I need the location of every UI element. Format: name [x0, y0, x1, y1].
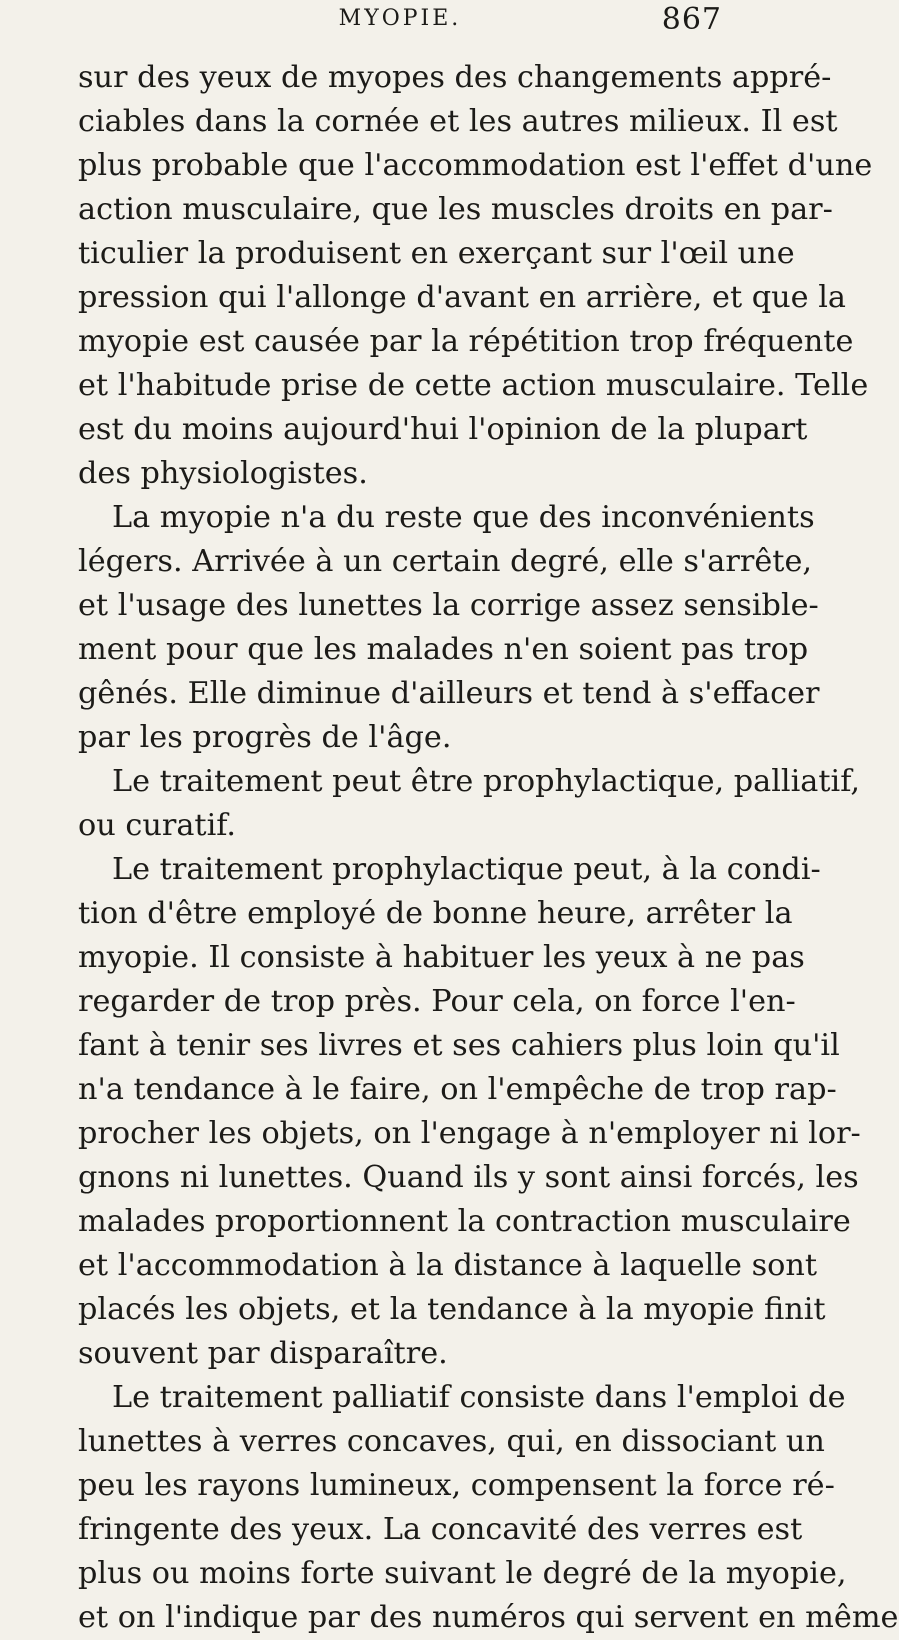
text-line: malades proportionnent la contraction musculaire: [78, 1204, 851, 1239]
text-line: myopie est causée par la répétition trop fréquente: [78, 324, 854, 359]
text-line: pression qui l'allonge d'avant en arrière, et que la: [78, 280, 846, 315]
text-line: Le traitement peut être prophylactique, palliatif,: [112, 764, 860, 799]
text-line: n'a tendance à le faire, on l'empêche de trop rap-: [78, 1072, 837, 1107]
text-line: plus probable que l'accommodation est l'effet d'une: [78, 148, 873, 183]
text-line: ticulier la produisent en exerçant sur l'œil une: [78, 236, 795, 271]
text-line: et on l'indique par des numéros qui servent en même: [78, 1600, 899, 1635]
text-line: action musculaire, que les muscles droits en par-: [78, 192, 833, 227]
text-line: Le traitement prophylactique peut, à la condi-: [112, 852, 821, 887]
text-line: sur des yeux de myopes des changements appré-: [78, 60, 832, 95]
text-line: et l'habitude prise de cette action musculaire. Telle: [78, 368, 869, 403]
paragraph: [78, 496, 820, 760]
text-line: tion d'être employé de bonne heure, arrêter la: [78, 896, 793, 931]
text-line: fringente des yeux. La concavité des verres est: [78, 1512, 803, 1547]
text-line: et l'usage des lunettes la corrige assez sensible-: [78, 588, 819, 623]
text-line: et l'accommodation à la distance à laquelle sont: [78, 1248, 818, 1283]
text-line: fant à tenir ses livres et ses cahiers plus loin qu'il: [78, 1028, 840, 1063]
text-line: lunettes à verres concaves, qui, en dissociant un: [78, 1424, 825, 1459]
text-line: Le traitement palliatif consiste dans l'emploi de: [112, 1380, 846, 1415]
page-number: 867: [661, 2, 722, 37]
text-line: placés les objets, et la tendance à la myopie finit: [78, 1292, 826, 1327]
text-line: par les progrès de l'âge.: [78, 720, 452, 755]
body-text: [78, 56, 899, 1640]
text-line: regarder de trop près. Pour cela, on force l'en-: [78, 984, 796, 1019]
paragraph: [78, 848, 861, 1376]
text-line: est du moins aujourd'hui l'opinion de la plupart: [78, 412, 808, 447]
text-line: souvent par disparaître.: [78, 1336, 448, 1371]
text-line: ou curatif.: [78, 808, 237, 843]
text-line: légers. Arrivée à un certain degré, elle s'arrête,: [78, 544, 813, 579]
text-line: La myopie n'a du reste que des inconvénients: [112, 500, 815, 535]
text-line: gênés. Elle diminue d'ailleurs et tend à s'effacer: [78, 676, 820, 711]
running-title: MYOPIE.: [338, 6, 462, 31]
text-line: myopie. Il consiste à habituer les yeux à ne pas: [78, 940, 805, 975]
paragraph: [78, 760, 860, 848]
text-line: des physiologistes.: [78, 456, 368, 491]
text-line: procher les objets, on l'engage à n'employer ni lor-: [78, 1116, 861, 1151]
text-line: plus ou moins forte suivant le degré de la myopie,: [78, 1556, 847, 1591]
text-line: ciables dans la cornée et les autres milieux. Il est: [78, 104, 838, 139]
paragraph: [78, 1376, 899, 1640]
paragraph: [78, 56, 873, 496]
text-line: peu les rayons lumineux, compensent la force ré-: [78, 1468, 835, 1503]
text-line: gnons ni lunettes. Quand ils y sont ainsi forcés, les: [78, 1160, 859, 1195]
text-line: ment pour que les malades n'en soient pas trop: [78, 632, 809, 667]
running-header: [78, 0, 722, 56]
